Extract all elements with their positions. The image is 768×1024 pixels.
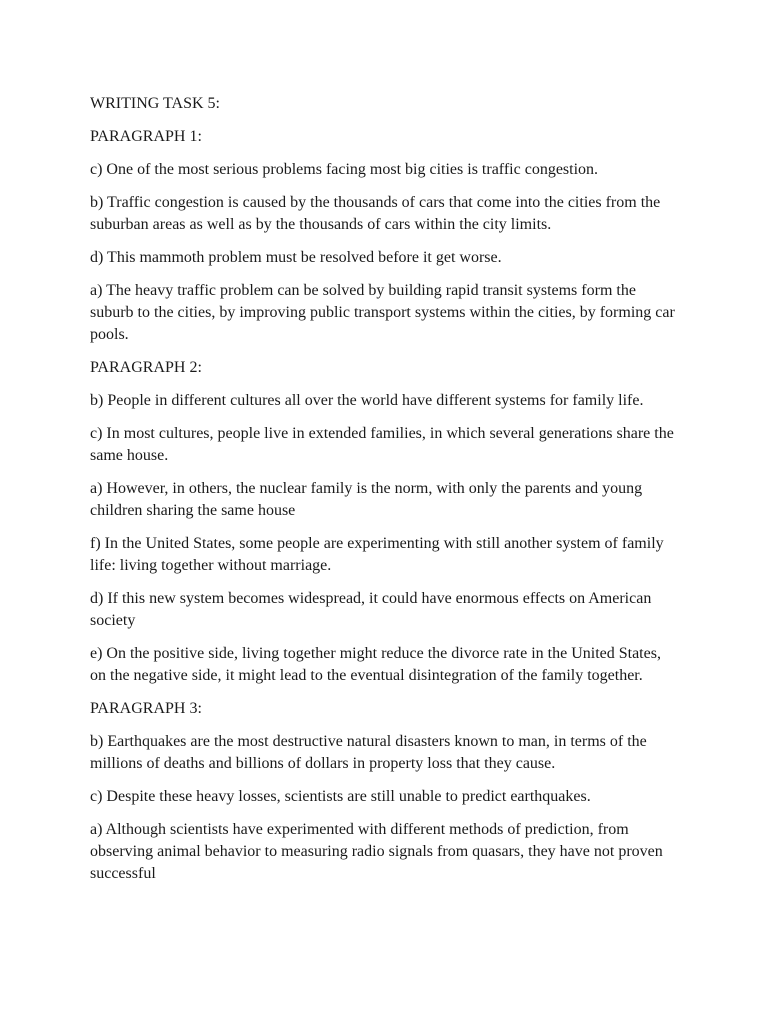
paragraph-2-section xyxy=(90,357,680,687)
paragraph-3-sentence-b: b) Earthquakes are the most destructive natural disasters known to man, in terms of the millions of deaths and billions of dollars in property loss that they cause. xyxy=(90,733,647,772)
paragraph-1-heading: PARAGRAPH 1: xyxy=(90,128,202,145)
paragraph-2-heading: PARAGRAPH 2: xyxy=(90,359,202,376)
paragraph-2-sentence-a: a) However, in others, the nuclear family is the norm, with only the parents and young children sharing the same house xyxy=(90,480,643,519)
document-title: WRITING TASK 5: xyxy=(90,95,220,112)
paragraph-3-heading: PARAGRAPH 3: xyxy=(90,700,202,717)
paragraph-2-sentence-d: d) If this new system becomes widespread, it could have enormous effects on American society xyxy=(90,590,652,629)
paragraph-1-sentence-b: b) Traffic congestion is caused by the thousands of cars that come into the cities from the suburban areas as well as by the thousands of cars within the city limits. xyxy=(90,194,661,233)
paragraph-1-sentence-d: d) This mammoth problem must be resolved before it get worse. xyxy=(90,249,502,266)
paragraph-1-section xyxy=(90,126,680,346)
paragraph-2-sentence-e: e) On the positive side, living together might reduce the divorce rate in the United States, on the negative side, it might lead to the eventual disintegration of the family together. xyxy=(90,645,661,684)
paragraph-3-sentence-c: c) Despite these heavy losses, scientists are still unable to predict earthquakes. xyxy=(90,788,591,805)
paragraph-1-sentence-a: a) The heavy traffic problem can be solved by building rapid transit systems form the suburb to the cities, by improving public transport systems within the cities, by forming car pools. xyxy=(90,282,675,343)
paragraph-3-sentence-a: a) Although scientists have experimented with different methods of prediction, from observing animal behavior to measuring radio signals from quasars, they have not proven successful xyxy=(90,821,663,882)
paragraph-2-sentence-f: f) In the United States, some people are experimenting with still another system of family life: living together without marriage. xyxy=(90,535,664,574)
paragraph-3-section xyxy=(90,698,680,885)
document-page xyxy=(90,93,680,896)
paragraph-1-sentence-c: c) One of the most serious problems facing most big cities is traffic congestion. xyxy=(90,161,599,178)
paragraph-2-sentence-c: c) In most cultures, people live in extended families, in which several generations share the same house. xyxy=(90,425,674,464)
paragraph-2-sentence-b: b) People in different cultures all over the world have different systems for family life. xyxy=(90,392,644,409)
